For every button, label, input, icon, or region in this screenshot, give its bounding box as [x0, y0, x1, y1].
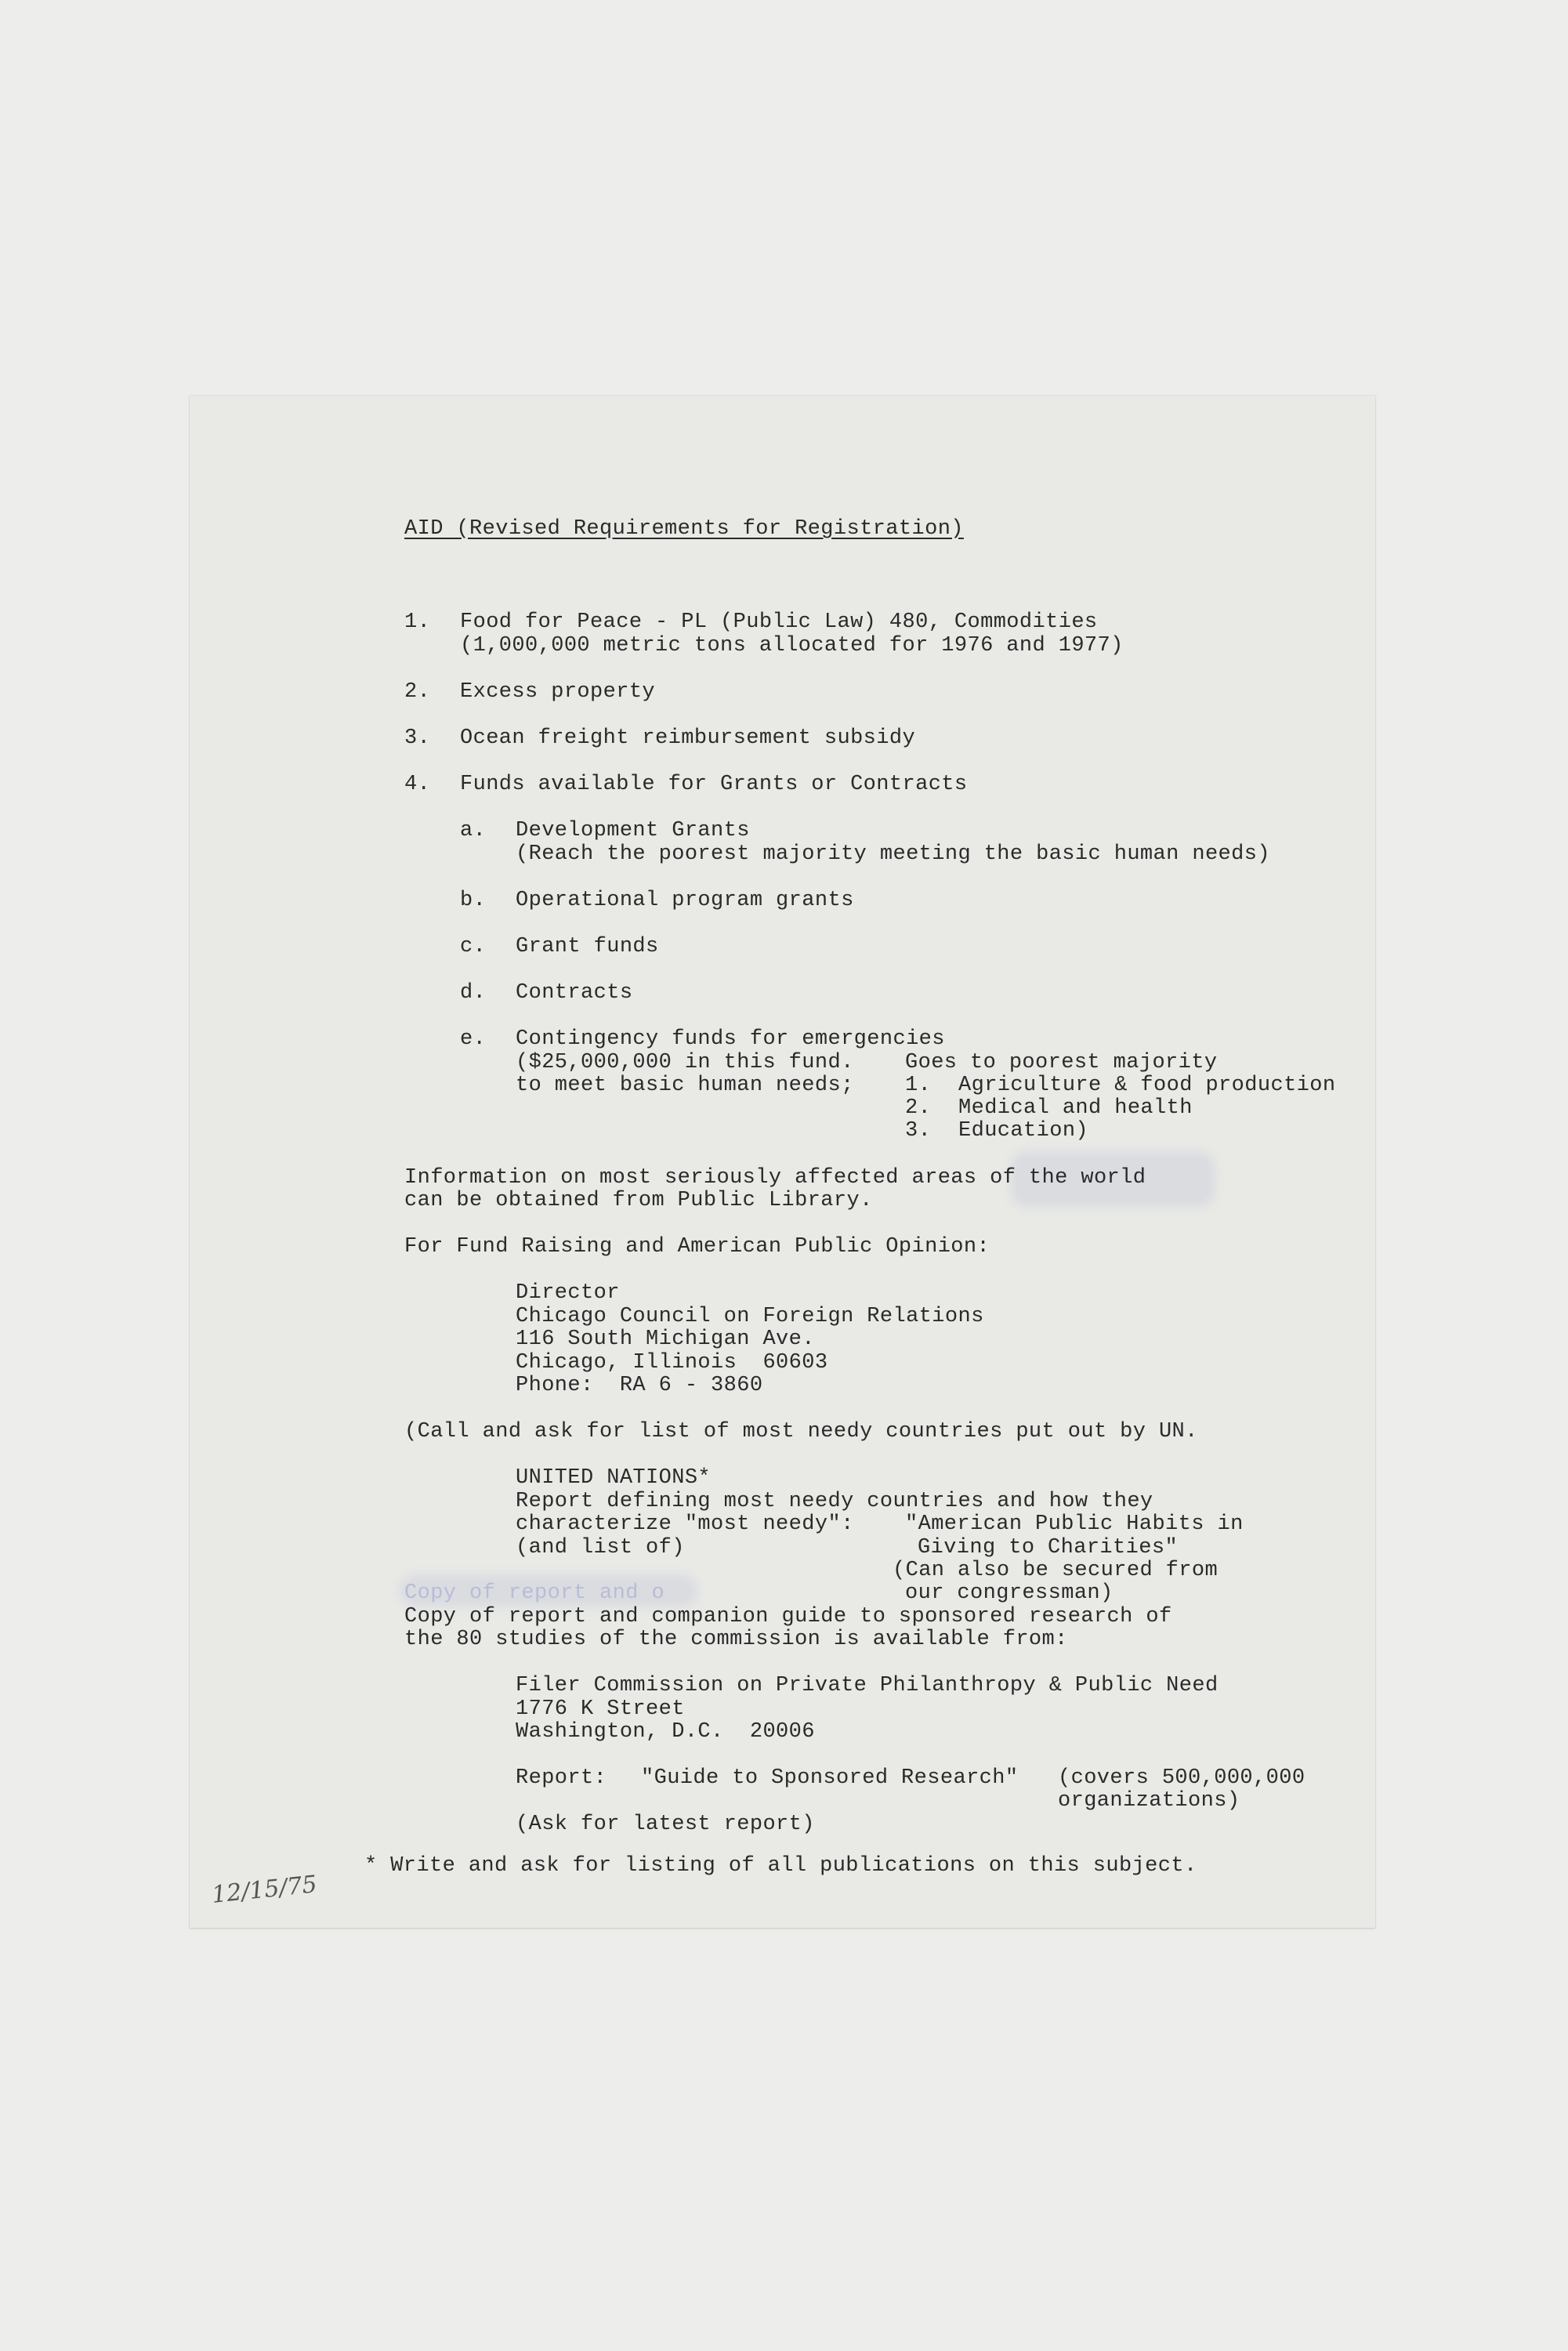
address-line: Phone: RA 6 - 3860: [516, 1374, 763, 1397]
need-number: 3.: [905, 1119, 932, 1143]
un-note: our congressman): [905, 1581, 1114, 1605]
address-line: Director: [516, 1281, 620, 1305]
address-line: Chicago, Illinois 60603: [516, 1351, 828, 1375]
faint-text: Copy of report and o: [404, 1581, 665, 1605]
handwritten-date: 12/15/75: [210, 1871, 319, 1909]
report-note: (covers 500,000,000: [1058, 1766, 1305, 1790]
subitem-text: Operational program grants: [516, 889, 854, 912]
address-line: 1776 K Street: [516, 1697, 685, 1721]
item-text: Food for Peace - PL (Public Law) 480, Commodities: [460, 610, 1098, 634]
subitem-letter: e.: [460, 1027, 487, 1051]
info-line: can be obtained from Public Library.: [404, 1189, 873, 1212]
item-text: (1,000,000 metric tons allocated for 1976 and 1977): [460, 634, 1124, 657]
address-line: 116 South Michigan Ave.: [516, 1328, 815, 1351]
un-note: "American Public Habits in: [905, 1512, 1244, 1536]
ask-line: (Ask for latest report): [516, 1813, 815, 1836]
report-label: Report:: [516, 1766, 607, 1790]
item-text: Excess property: [460, 680, 656, 704]
subitem-text: Contingency funds for emergencies: [516, 1027, 945, 1051]
un-heading: UNITED NATIONS*: [516, 1466, 712, 1490]
item-number: 2.: [404, 680, 431, 704]
item-text: Ocean freight reimbursement subsidy: [460, 726, 916, 750]
un-text: characterize "most needy":: [516, 1512, 854, 1536]
call-line: (Call and ask for list of most needy countries put out by UN.: [404, 1420, 1198, 1444]
address-line: Chicago Council on Foreign Relations: [516, 1305, 984, 1328]
item-number: 3.: [404, 726, 431, 750]
un-note: Giving to Charities": [918, 1536, 1179, 1559]
subitem-letter: b.: [460, 889, 487, 912]
item-number: 1.: [404, 610, 431, 634]
report-title: "Guide to Sponsored Research": [641, 1766, 1019, 1790]
un-text: Report defining most needy countries and how they: [516, 1490, 1153, 1513]
subitem-letter: a.: [460, 819, 487, 842]
subitem-letter: c.: [460, 935, 487, 958]
subitem-text: to meet basic human needs;: [516, 1074, 854, 1097]
document-title: AID (Revised Requirements for Registration): [404, 517, 964, 541]
subitem-text: Grant funds: [516, 935, 659, 958]
un-text: (and list of): [516, 1536, 685, 1559]
item-text: Funds available for Grants or Contracts: [460, 773, 968, 796]
subitem-text: (Reach the poorest majority meeting the basic human needs): [516, 842, 1270, 866]
need-text: Education): [958, 1119, 1089, 1143]
need-number: 1.: [905, 1074, 932, 1097]
need-number: 2.: [905, 1096, 932, 1120]
section-heading: For Fund Raising and American Public Opinion:: [404, 1235, 990, 1259]
subitem-letter: d.: [460, 981, 487, 1005]
subitem-text: ($25,000,000 in this fund.: [516, 1051, 854, 1074]
address-line: Filer Commission on Private Philanthropy & Public Need: [516, 1674, 1219, 1697]
subitem-text: Goes to poorest majority: [905, 1051, 1218, 1074]
need-text: Medical and health: [958, 1096, 1193, 1120]
copy-line: the 80 studies of the commission is available from:: [404, 1628, 1068, 1651]
item-number: 4.: [404, 773, 431, 796]
info-line: Information on most seriously affected areas of the world: [404, 1166, 1146, 1190]
copy-line: Copy of report and companion guide to sponsored research of: [404, 1605, 1172, 1628]
un-note: (Can also be secured from: [893, 1559, 1219, 1582]
address-line: Washington, D.C. 20006: [516, 1720, 815, 1744]
subitem-text: Development Grants: [516, 819, 750, 842]
need-text: Agriculture & food production: [958, 1074, 1336, 1097]
subitem-text: Contracts: [516, 981, 633, 1005]
report-note: organizations): [1058, 1789, 1240, 1813]
footnote: * Write and ask for listing of all publications on this subject.: [364, 1854, 1197, 1878]
